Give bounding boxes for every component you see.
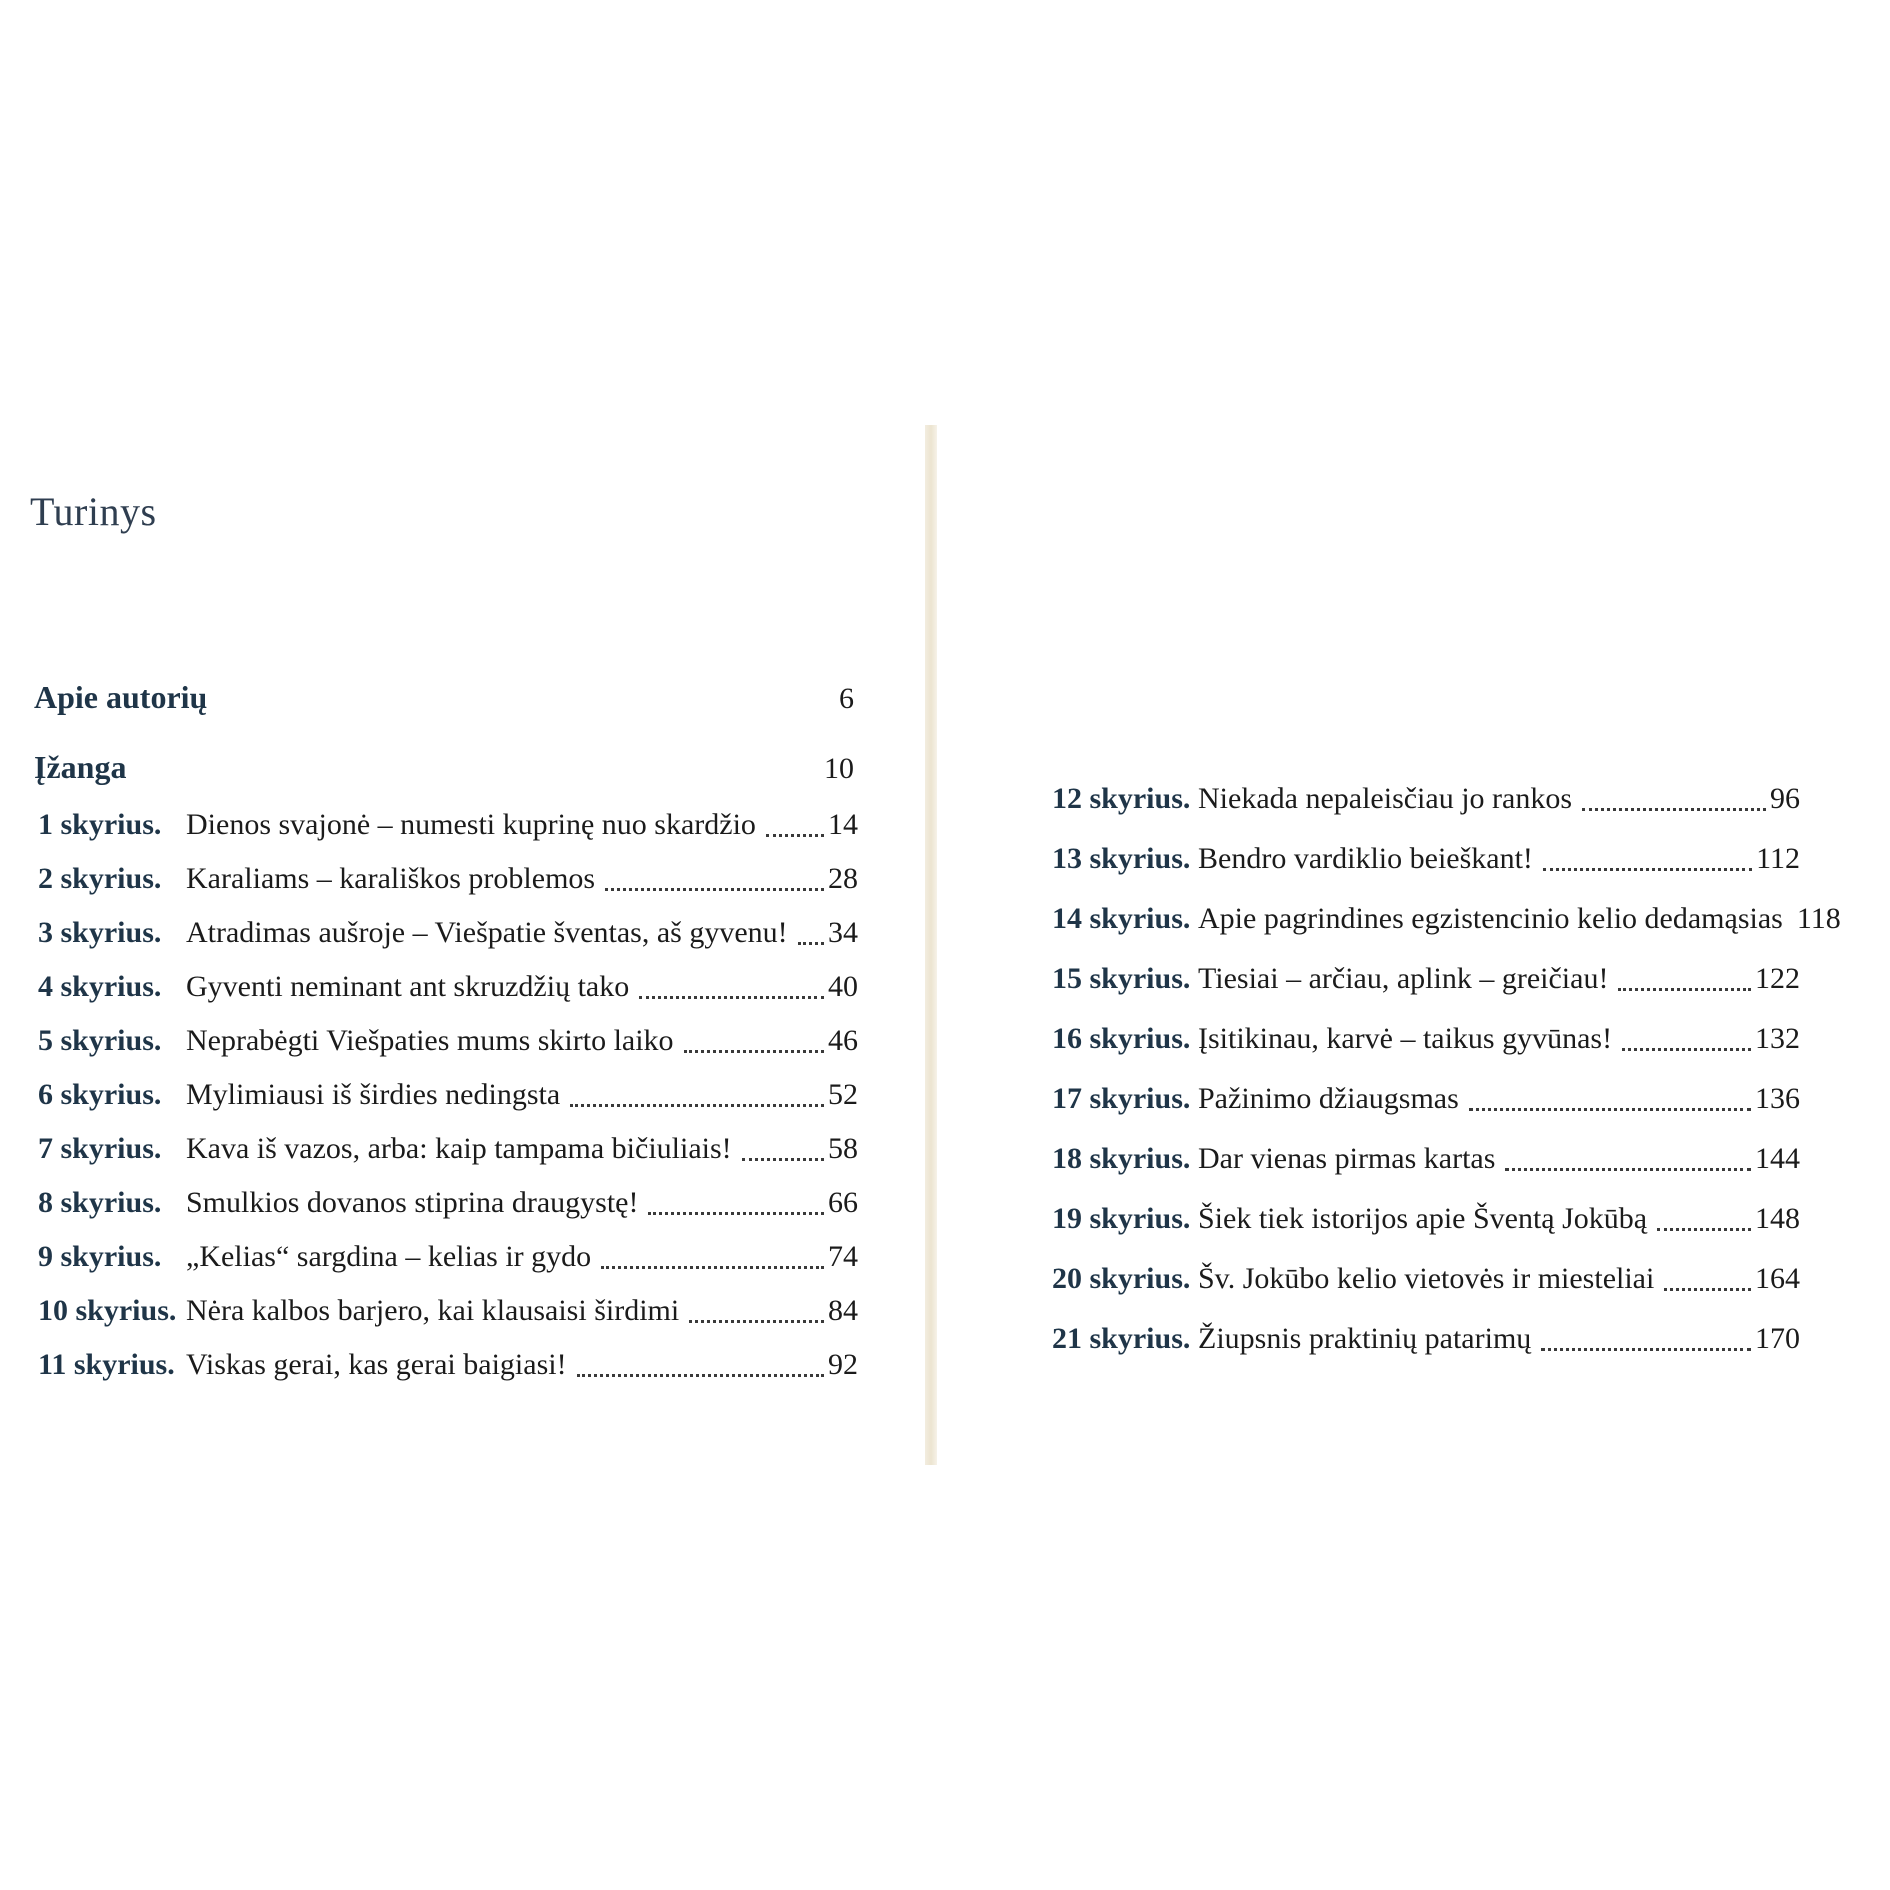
left-page bbox=[0, 420, 900, 1470]
toc-entry bbox=[38, 1078, 858, 1112]
chapter-number: 17 skyrius. bbox=[1052, 1082, 1191, 1115]
chapter-page-number: 136 bbox=[1755, 1082, 1800, 1115]
chapter-number: 5 skyrius. bbox=[38, 1024, 162, 1057]
dot-leader bbox=[689, 1320, 824, 1323]
chapter-title: Viskas gerai, kas gerai baigiasi! bbox=[186, 1348, 567, 1381]
toc-entry bbox=[38, 1240, 858, 1274]
chapter-number: 9 skyrius. bbox=[38, 1240, 162, 1273]
chapter-page-number: 144 bbox=[1755, 1142, 1800, 1175]
toc-entry bbox=[38, 1186, 858, 1220]
dot-leader bbox=[1664, 1288, 1751, 1291]
chapter-title: Tiesiai – arčiau, aplink – greičiau! bbox=[1198, 962, 1609, 995]
chapter-number: 16 skyrius. bbox=[1052, 1022, 1191, 1055]
chapter-page-number: 66 bbox=[828, 1186, 858, 1219]
chapter-title: Karaliams – karališkos problemos bbox=[186, 862, 596, 895]
book-gutter bbox=[925, 425, 937, 1465]
chapter-number: 15 skyrius. bbox=[1052, 962, 1191, 995]
toc-entry bbox=[38, 1294, 858, 1328]
chapter-title: Smulkios dovanos stiprina draugystę! bbox=[186, 1186, 639, 1219]
chapter-title: Šiek tiek istorijos apie Šventą Jokūbą bbox=[1198, 1202, 1648, 1235]
dot-leader bbox=[684, 1050, 824, 1053]
chapter-page-number: 74 bbox=[828, 1240, 858, 1273]
chapter-title: Neprabėgti Viešpaties mums skirto laiko bbox=[186, 1024, 674, 1057]
chapter-number: 7 skyrius. bbox=[38, 1132, 162, 1165]
chapter-title: Atradimas aušroje – Viešpatie šventas, aš gyvenu! bbox=[186, 916, 788, 949]
entry-page-number: 10 bbox=[824, 752, 854, 785]
dot-leader bbox=[648, 1212, 824, 1215]
dot-leader bbox=[1582, 808, 1766, 811]
chapter-number: 19 skyrius. bbox=[1052, 1202, 1191, 1235]
chapter-page-number: 52 bbox=[828, 1078, 858, 1111]
chapter-page-number: 28 bbox=[828, 862, 858, 895]
chapter-title: „Kelias“ sargdina – kelias ir gydo bbox=[186, 1240, 592, 1273]
chapter-page-number: 34 bbox=[828, 916, 858, 949]
chapter-page-number: 14 bbox=[828, 808, 858, 841]
dot-leader bbox=[1622, 1048, 1751, 1051]
toc-entry bbox=[1052, 1262, 1800, 1296]
toc-entry bbox=[38, 1132, 858, 1166]
chapter-number: 3 skyrius. bbox=[38, 916, 162, 949]
chapter-title: Mylimiausi iš širdies nedingsta bbox=[186, 1078, 561, 1111]
dot-leader bbox=[798, 942, 824, 945]
chapter-title: Bendro vardiklio beieškant! bbox=[1198, 842, 1533, 875]
chapter-page-number: 96 bbox=[1770, 782, 1800, 815]
chapter-title: Niekada nepaleisčiau jo rankos bbox=[1198, 782, 1573, 815]
dot-leader bbox=[577, 1374, 824, 1377]
dot-leader bbox=[1543, 868, 1752, 871]
chapter-title: Pažinimo džiaugsmas bbox=[1198, 1082, 1459, 1115]
chapter-number: 6 skyrius. bbox=[38, 1078, 162, 1111]
chapter-number: 8 skyrius. bbox=[38, 1186, 162, 1219]
dot-leader bbox=[1618, 988, 1751, 991]
dot-leader bbox=[605, 888, 824, 891]
chapter-number: 2 skyrius. bbox=[38, 862, 162, 895]
toc-entry bbox=[38, 916, 858, 950]
chapter-page-number: 58 bbox=[828, 1132, 858, 1165]
dot-leader bbox=[742, 1158, 824, 1161]
toc-entry bbox=[38, 808, 858, 842]
dot-leader bbox=[570, 1104, 824, 1107]
chapter-title: Žiupsnis praktinių patarimų bbox=[1198, 1322, 1532, 1355]
entry-page-number: 6 bbox=[839, 682, 854, 715]
dot-leader bbox=[601, 1266, 824, 1269]
chapter-page-number: 84 bbox=[828, 1294, 858, 1327]
toc-entry bbox=[1052, 1022, 1800, 1056]
chapter-number: 10 skyrius. bbox=[38, 1294, 177, 1327]
chapter-title: Apie pagrindines egzistencinio kelio dedamąsias bbox=[1198, 902, 1783, 935]
toc-entry bbox=[1052, 1082, 1800, 1116]
toc-entry bbox=[38, 862, 858, 896]
chapter-number: 12 skyrius. bbox=[1052, 782, 1191, 815]
dot-leader bbox=[766, 834, 824, 837]
chapter-page-number: 148 bbox=[1755, 1202, 1800, 1235]
chapter-page-number: 92 bbox=[828, 1348, 858, 1381]
dot-leader bbox=[1541, 1348, 1751, 1351]
chapter-number: 13 skyrius. bbox=[1052, 842, 1191, 875]
toc-entry bbox=[1052, 962, 1800, 996]
toc-entry bbox=[1052, 842, 1800, 876]
chapter-page-number: 164 bbox=[1755, 1262, 1800, 1295]
front-matter-entry bbox=[34, 738, 854, 786]
chapter-page-number: 170 bbox=[1755, 1322, 1800, 1355]
entry-title: Įžanga bbox=[34, 749, 127, 785]
entry-title: Apie autorių bbox=[34, 679, 208, 715]
chapter-title: Gyventi neminant ant skruzdžių tako bbox=[186, 970, 630, 1003]
toc-entry bbox=[1052, 1142, 1800, 1176]
toc-title: Turinys bbox=[30, 489, 157, 534]
chapter-title: Kava iš vazos, arba: kaip tampama bičiuliais! bbox=[186, 1132, 732, 1165]
chapter-title: Įsitikinau, karvė – taikus gyvūnas! bbox=[1198, 1022, 1613, 1055]
right-page bbox=[940, 420, 1890, 1470]
toc-entry bbox=[38, 1348, 858, 1382]
chapter-page-number: 118 bbox=[1796, 902, 1841, 935]
chapter-number: 11 skyrius. bbox=[38, 1348, 175, 1381]
front-matter-entry bbox=[34, 668, 854, 716]
chapter-page-number: 132 bbox=[1755, 1022, 1800, 1055]
chapter-page-number: 112 bbox=[1756, 842, 1800, 875]
chapter-number: 18 skyrius. bbox=[1052, 1142, 1191, 1175]
chapter-number: 20 skyrius. bbox=[1052, 1262, 1191, 1295]
toc-entry bbox=[1052, 902, 1841, 936]
chapter-page-number: 40 bbox=[828, 970, 858, 1003]
chapter-title: Dar vienas pirmas kartas bbox=[1198, 1142, 1496, 1175]
chapter-title: Šv. Jokūbo kelio vietovės ir miesteliai bbox=[1198, 1262, 1655, 1295]
chapter-title: Dienos svajonė – numesti kuprinę nuo skardžio bbox=[186, 808, 756, 841]
dot-leader bbox=[639, 996, 824, 999]
chapter-page-number: 46 bbox=[828, 1024, 858, 1057]
chapter-number: 4 skyrius. bbox=[38, 970, 162, 1003]
chapter-page-number: 122 bbox=[1755, 962, 1800, 995]
toc-entry bbox=[1052, 1322, 1800, 1356]
chapter-number: 14 skyrius. bbox=[1052, 902, 1191, 935]
dot-leader bbox=[1505, 1168, 1751, 1171]
toc-entry bbox=[1052, 782, 1800, 816]
toc-entry bbox=[1052, 1202, 1800, 1236]
toc-entry bbox=[38, 970, 858, 1004]
chapter-number: 21 skyrius. bbox=[1052, 1322, 1191, 1355]
dot-leader bbox=[1657, 1228, 1751, 1231]
chapter-title: Nėra kalbos barjero, kai klausaisi širdimi bbox=[186, 1294, 680, 1327]
chapter-number: 1 skyrius. bbox=[38, 808, 162, 841]
dot-leader bbox=[1469, 1108, 1751, 1111]
toc-entry bbox=[38, 1024, 858, 1058]
